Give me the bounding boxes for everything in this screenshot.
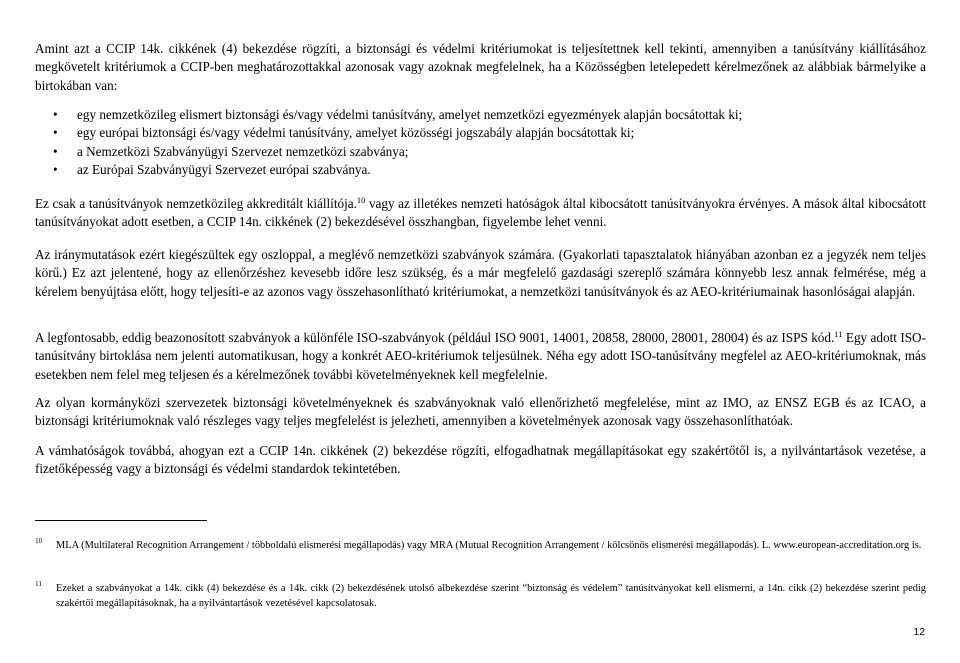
list-item: [35, 106, 926, 124]
paragraph-intergovernmental: Az olyan kormányközi szervezetek biztonsági követelményeknek és szabványoknak való ellenőrizhető megfelelése, mint az IMO, az ENSZ EGB és az ICAO, a biztonsági kritériumoknak való részleges vagy teljes megfelelést is jelezheti, amennyiben a követelmények azonosak vagy összehasonlíthatóak.: [35, 395, 926, 429]
paragraph-text: Egy adott ISO-tanúsítvány birtoklása nem jelenti automatikusan, hogy a konkrét AEO-kritériumok teljesülnek. Néha egy adott ISO-tanúsítvány megfelel az AEO-kritériumoknak, más esetekben nem felel meg teljesen és a kérelmezőnek további követelményeknek kell megfelelnie.: [35, 330, 926, 382]
footnote-10: [35, 538, 926, 553]
list-item: [35, 124, 926, 142]
footnote-ref-11[interactable]: 11: [834, 329, 843, 339]
paragraph-customs-authorities: A vámhatóságok továbbá, ahogyan ezt a CCIP 14n. cikkének (2) bekezdése rögzíti, elfogadhatnak megállapításokat egy szakértőtől is, a nyilvántartások vezetése, a fizetőképesség vagy a biztonsági és védelmi standardok tekintetében.: [35, 443, 926, 477]
list-item-text: egy európai biztonsági és/vagy védelmi tanúsítvány, amelyet közösségi jogszabály alapján bocsátottak ki;: [77, 125, 635, 141]
paragraph-guidelines: Az iránymutatások ezért kiegészültek egy oszloppal, a meglévő nemzetközi szabványok számára. (Gyakorlati tapasztalatok hiányában azonban ez a jegyzék nem teljes körű.) Ez azt jelentené, hogy az ellenőrzéshez kevesebb időre lesz szükség, és a már megfelelő gazdasági szereplő számára könnyebb lesz annak felmérése, még a kérelem benyújtása előtt, hogy teljesíti-e az azonos vagy összehasonlítható kritériumokat, a nemzetközi tanúsítványok és az AEO-kritériumainak hasonlóságai alapján.: [35, 247, 926, 299]
bullet-icon: •: [53, 162, 58, 178]
paragraph-text: vagy az illetékes nemzeti hatóságok által kibocsátott tanúsítványokra érvényes. A mások által kibocsátott tanúsítványokat adott esetben, a CCIP 14n. cikkének (2) bekezdésével összhangban, figyelembe lehet venni.: [35, 196, 926, 230]
intro-paragraph: Amint azt a CCIP 14k. cikkének (4) bekezdése rögzíti, a biztonsági és védelmi kritériumokat is teljesítettnek kell tekinti, amennyiben a tanúsítvány kiállításához megkövetelt kritériumok a CCIP-ben meghatározottakkal azonosak vagy azoknak megfelelnek, ha a Közösségben letelepedett kérelmezőnek az alábbiak bármelyike a birtokában van:: [35, 41, 926, 93]
list-item: [35, 143, 926, 161]
footnote-number: 10: [35, 537, 43, 545]
footnote-number: 11: [35, 580, 42, 588]
paragraph-iso-standards: [35, 329, 926, 384]
paragraph-accredited-issuers: [35, 195, 926, 232]
bullet-icon: •: [53, 125, 58, 141]
list-item-text: a Nemzetközi Szabványügyi Szervezet nemzetközi szabványa;: [77, 143, 409, 159]
list-item-text: egy nemzetközileg elismert biztonsági és/vagy védelmi tanúsítvány, amelyet nemzetközi egyezmények alapján bocsátottak ki;: [77, 107, 743, 122]
list-item-text: az Európai Szabványügyi Szervezet európai szabványa.: [77, 162, 371, 178]
paragraph-text: A legfontosabb, eddig beazonosított szabványok a különféle ISO-szabványok (például ISO 9001, 14001, 20858, 28000, 28001, 28004) és az ISPS kód.: [35, 330, 835, 345]
footnote-text: Ezeket a szabványokat a 14k. cikk (4) bekezdése és a 14k. cikk (2) bekezdésének utolsó albekezdése szerint “biztonság és védelem” tanúsítványokat kell elismerni, a 14n. cikk (2) bekezdése szerint pedig szakértői megállapításoknak, ha a nyilvántartások vezetésével kapcsolatosak.: [56, 583, 926, 609]
list-item: [35, 161, 926, 179]
criteria-list: [35, 106, 926, 180]
paragraph-text: Ez csak a tanúsítványok nemzetközileg akkreditált kiállítója.: [35, 196, 357, 211]
footnote-divider: [35, 520, 207, 521]
footnote-ref-10[interactable]: 10: [356, 195, 366, 205]
page-number: 12: [913, 627, 925, 638]
bullet-icon: •: [53, 143, 58, 159]
bullet-icon: •: [53, 107, 58, 122]
footnote-text: MLA (Multilateral Recognition Arrangement / többoldalú elismerési megállapodás) vagy MRA (Mutual Recognition Arrangement / kölcsönös elismerési megállapodás). L. www.european-accreditation.org is.: [56, 540, 922, 551]
footnote-11: [35, 581, 926, 611]
